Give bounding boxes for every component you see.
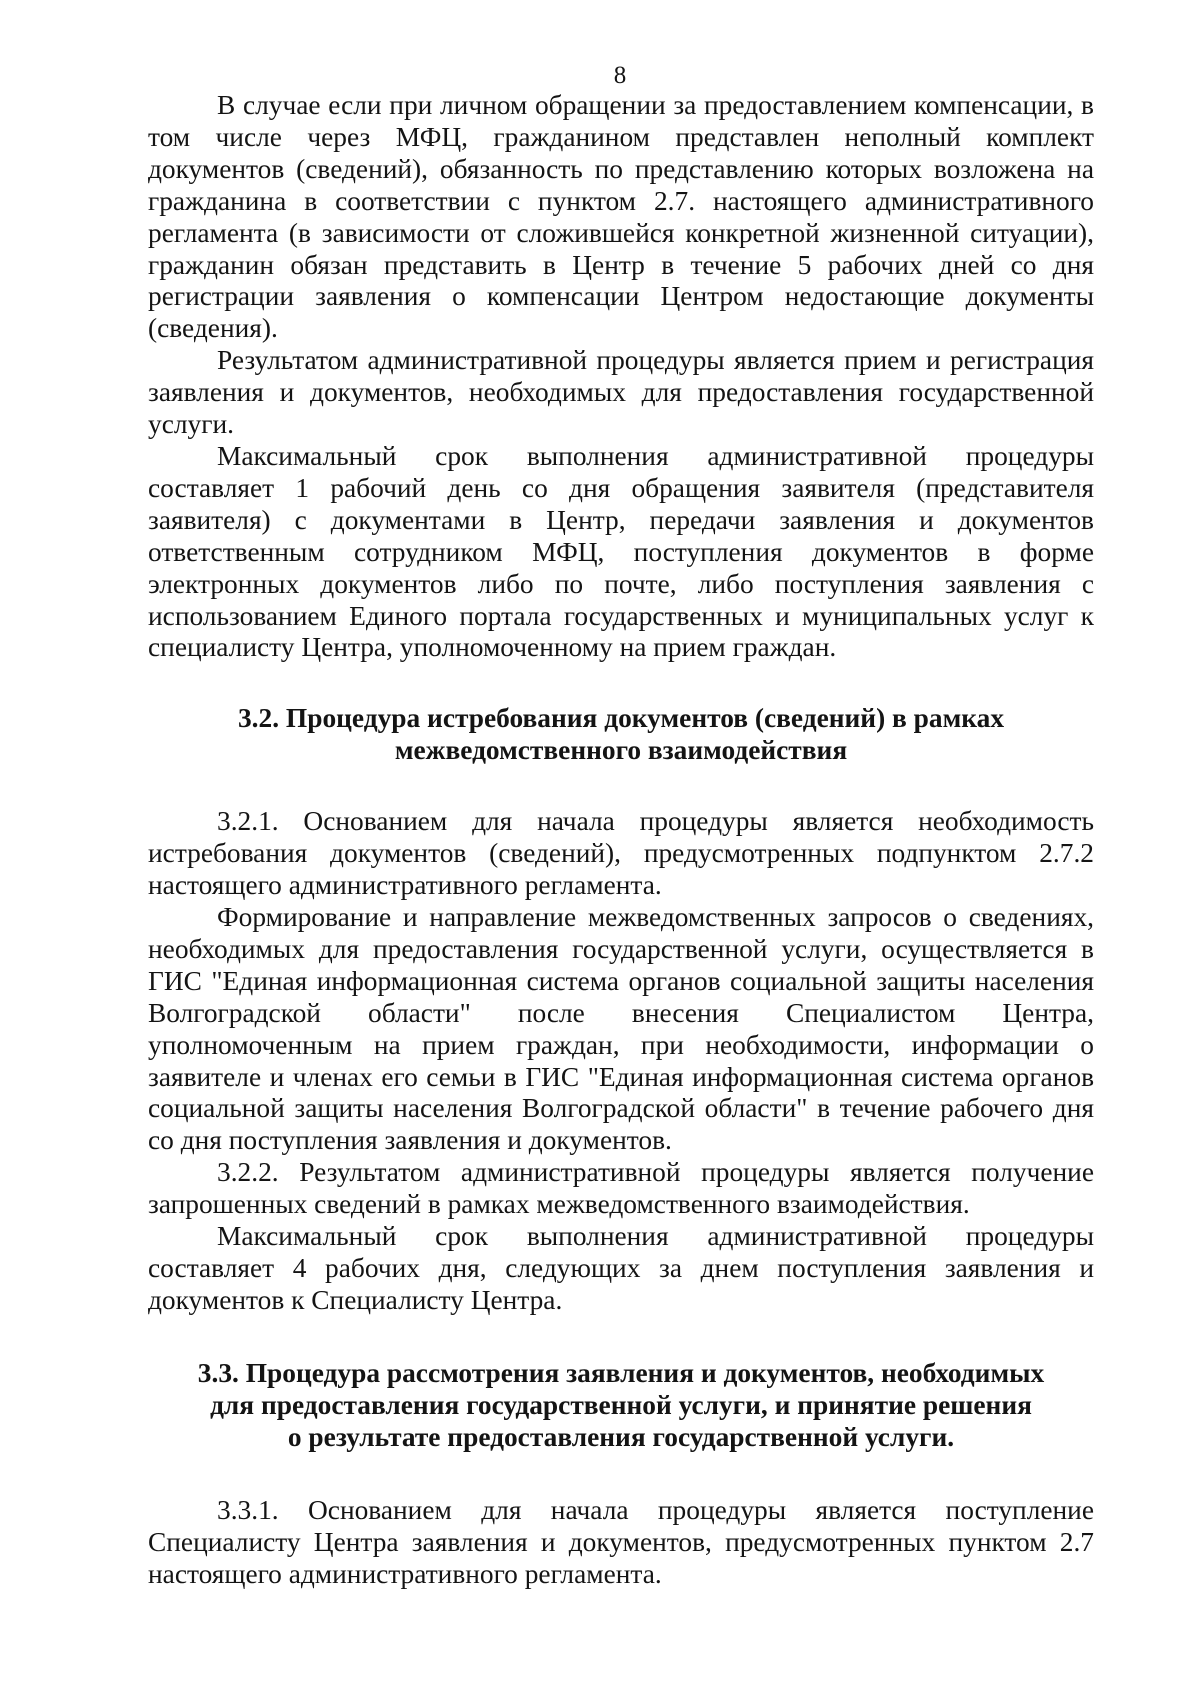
section-heading-3-3-line-1: 3.3. Процедура рассмотрения заявления и документов, необходимых [197, 1357, 1045, 1388]
paragraph-interagency-requests: Формирование и направление межведомственных запросов о сведениях, необходимых для предоставления государственной услуги, осуществляется в ГИС "Единая информационная система органов социальной защиты населения Волгоградской области" после внесения Специалистом Центра, уполномоченным на прием граждан, при необходимости, информации о заявителе и членах его семьи в ГИС "Единая информационная система органов социальной защиты населения Волгоградской области" в течение рабочего дня со дня поступления заявления и документов. [148, 902, 1094, 1156]
section-heading-3-3 [148, 1357, 1094, 1453]
section-heading-3-2-line-1: 3.2. Процедура истребования документов (сведений) в рамках [237, 703, 1005, 734]
section-heading-3-2-line-2: межведомственного взаимодействия [394, 735, 848, 766]
paragraph-procedure-result: Результатом административной процедуры является прием и регистрация заявления и документов, необходимых для предоставления государственной услуги. [148, 345, 1094, 440]
paragraph-3-2-2: 3.2.2. Результатом административной процедуры является получение запрошенных сведений в рамках межведомственного взаимодействия. [148, 1157, 1094, 1220]
paragraph-maximum-term: Максимальный срок выполнения административной процедуры составляет 1 рабочий день со дня обращения заявителя (представителя заявителя) с документами в Центр, передачи заявления и документов ответственным сотрудником МФЦ, поступления документов в форме электронных документов либо по почте, либо поступления заявления с использованием Единого портала государственных и муниципальных услуг к специалисту Центра, уполномоченному на прием граждан. [148, 440, 1094, 663]
paragraph-3-2-2-maximum-term: Максимальный срок выполнения административной процедуры составляет 4 рабочих дня, следующих за днем поступления заявления и документов к Специалисту Центра. [148, 1221, 1094, 1315]
section-heading-3-3-line-3: о результате предоставления государственной услуги. [287, 1421, 955, 1452]
document-body [148, 90, 1094, 1591]
section-heading-3-2 [148, 702, 1094, 766]
paragraph-3-2-1: 3.2.1. Основанием для начала процедуры является необходимость истребования документов (сведений), предусмотренных подпунктом 2.7.2 настоящего административного регламента. [148, 806, 1094, 901]
paragraph-incomplete-documents: В случае если при личном обращении за предоставлением компенсации, в том числе через МФЦ, гражданином представлен неполный комплект документов (сведений), обязанность по представлению которых возложена на гражданина в соответствии с пунктом 2.7. настоящего административного регламента (в зависимости от сложившейся конкретной жизненной ситуации), гражданин обязан представить в Центр в течение 5 рабочих дней со дня регистрации заявления о компенсации Центром недостающие документы (сведения). [148, 90, 1094, 344]
paragraph-3-3-1: 3.3.1. Основанием для начала процедуры является поступление Специалисту Центра заявления и документов, предусмотренных пунктом 2.7 настоящего административного регламента. [148, 1494, 1094, 1589]
page-number: 8 [613, 62, 627, 89]
section-heading-3-3-line-2: для предоставления государственной услуги, и принятие решения [210, 1389, 1032, 1420]
